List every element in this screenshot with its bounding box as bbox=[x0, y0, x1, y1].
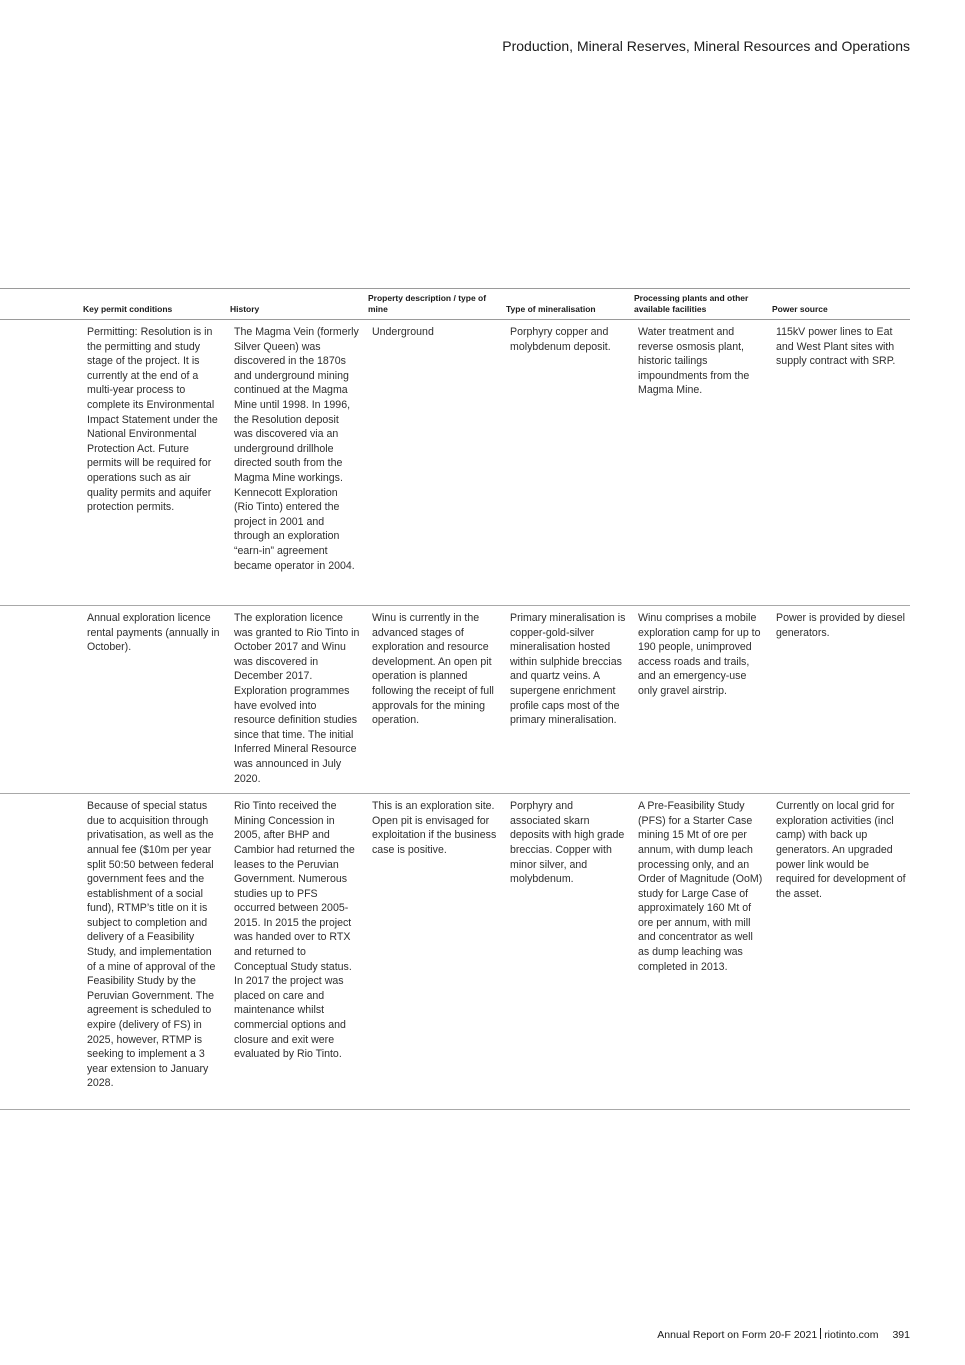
footer-report-title: Annual Report on Form 20-F 2021 bbox=[657, 1329, 818, 1341]
table-cell-history: The Magma Vein (formerly Silver Queen) was discovered in the 1870s and underground mining continued at the Magma Mine until 1998. In 1996, the Resolution deposit was discovered via an underground drillhole directed south from the Magma Mine workings. Kennecott Exploration (Rio Tinto) entered the project in 2001 and through an exploration “earn-in” agreement became operator in 2004. bbox=[234, 326, 359, 572]
table-cell-property: Underground bbox=[372, 326, 434, 338]
table-cell-property: This is an exploration site. Open pit is envisaged for exploitation if the business case is positive. bbox=[372, 800, 497, 856]
table-cell-power: Power is provided by diesel generators. bbox=[776, 612, 905, 639]
table-row bbox=[0, 320, 910, 606]
table-cell-facilities: Winu comprises a mobile exploration camp for up to 190 people, unimproved access roads and trails, and an emergency-use only gravel airstrip. bbox=[638, 612, 761, 697]
column-header-power-source: Power source bbox=[772, 304, 828, 314]
table-cell-permit: Because of special status due to acquisition through privatisation, as well as the annual fee ($10m per year split 50:50 between federal government fees and the establishment of a social fund), RTMP’s title on it is subject to completion and delivery of a Feasibility Study, and implementation of a mine of approval of the Feasibility Study by the Peruvian Government. The agreement is scheduled to expire (delivery of FS) in 2025, however, RTMP is seeking to implement a 3 year extension to January 2028. bbox=[87, 800, 216, 1090]
table-row bbox=[0, 606, 910, 794]
column-header-processing-plants: Processing plants and other available facilities bbox=[634, 293, 749, 314]
table-cell-permit: Annual exploration licence rental payments (annually in October). bbox=[87, 612, 220, 654]
footer-site-link[interactable]: riotinto.com bbox=[824, 1329, 879, 1341]
table-cell-facilities: A Pre-Feasibility Study (PFS) for a Starter Case mining 15 Mt of ore per annum, with dump leach processing only, and an Order of Magnitude (OoM) study for Large Case of approximately 160 Mt of ore per annum, with mill and concentrator as well as dump leaching was completed in 2013. bbox=[638, 800, 763, 973]
footer-separator bbox=[820, 1328, 821, 1339]
table-cell-power: 115kV power lines to Eat and West Plant sites with supply contract with SRP. bbox=[776, 326, 896, 368]
table-row bbox=[0, 794, 910, 1110]
column-header-history: History bbox=[230, 304, 260, 314]
properties-table-wrapper bbox=[0, 288, 910, 1110]
column-header-key-permit-conditions: Key permit conditions bbox=[83, 304, 173, 314]
page-header-title: Production, Mineral Reserves, Mineral Resources and Operations bbox=[502, 38, 910, 54]
column-header-blank bbox=[0, 289, 79, 320]
column-header-property-description: Property description / type of mine bbox=[368, 293, 487, 314]
table-cell-permit: Permitting: Resolution is in the permitting and study stage of the project. It is currently at the end of a multi-year process to complete its Environmental Impact Statement under the National Environmental Protection Act. Future permits will be required for operations such as air quality permits and aquifer protection permits. bbox=[87, 326, 218, 514]
table-cell-blank bbox=[0, 320, 79, 606]
table-cell-facilities: Water treatment and reverse osmosis plant, historic tailings impoundments from the Magma Mine. bbox=[638, 326, 750, 397]
table-cell-mineralisation: Porphyry copper and molybdenum deposit. bbox=[510, 326, 611, 353]
table-cell-power: Currently on local grid for exploration activities (incl camp) with back up generators. An upgraded power link would be required for development of the asset. bbox=[776, 800, 906, 900]
table-cell-blank bbox=[0, 794, 79, 1110]
page-number: 391 bbox=[892, 1329, 910, 1341]
page-footer bbox=[657, 1328, 910, 1341]
table-cell-blank bbox=[0, 606, 79, 794]
properties-table bbox=[0, 288, 910, 1110]
table-cell-mineralisation: Primary mineralisation is copper-gold-silver mineralisation hosted within sulphide breccias and quartz veins. A supergene enrichment profile caps most of the primary mineralisation. bbox=[510, 612, 626, 727]
table-cell-history: The exploration licence was granted to Rio Tinto in October 2017 and Winu was discovered in December 2017. Exploration programmes have evolved into resource definition studies since that time. The initial Inferred Mineral Resource was announced in July 2020. bbox=[234, 612, 360, 785]
table-cell-mineralisation: Porphyry and associated skarn deposits with high grade breccias. Copper with minor silver, and molybdenum. bbox=[510, 800, 625, 886]
table-cell-history: Rio Tinto received the Mining Concession in 2005, after BHP and Cambior had returned the leases to the Peruvian Government. Numerous studies up to PFS occurred between 2005-2015. In 2015 the project was handed over to RTX and returned to Conceptual Study status. In 2017 the project was placed on care and maintenance whilst commercial options and closure and exit were evaluated by Rio Tinto. bbox=[234, 800, 355, 1061]
table-cell-property: Winu is currently in the advanced stages of exploration and resource development. An open pit operation is planned following the receipt of full approvals for the mining operation. bbox=[372, 612, 494, 727]
column-header-type-of-mineralisation: Type of mineralisation bbox=[506, 304, 596, 314]
table-header-row bbox=[0, 289, 910, 320]
